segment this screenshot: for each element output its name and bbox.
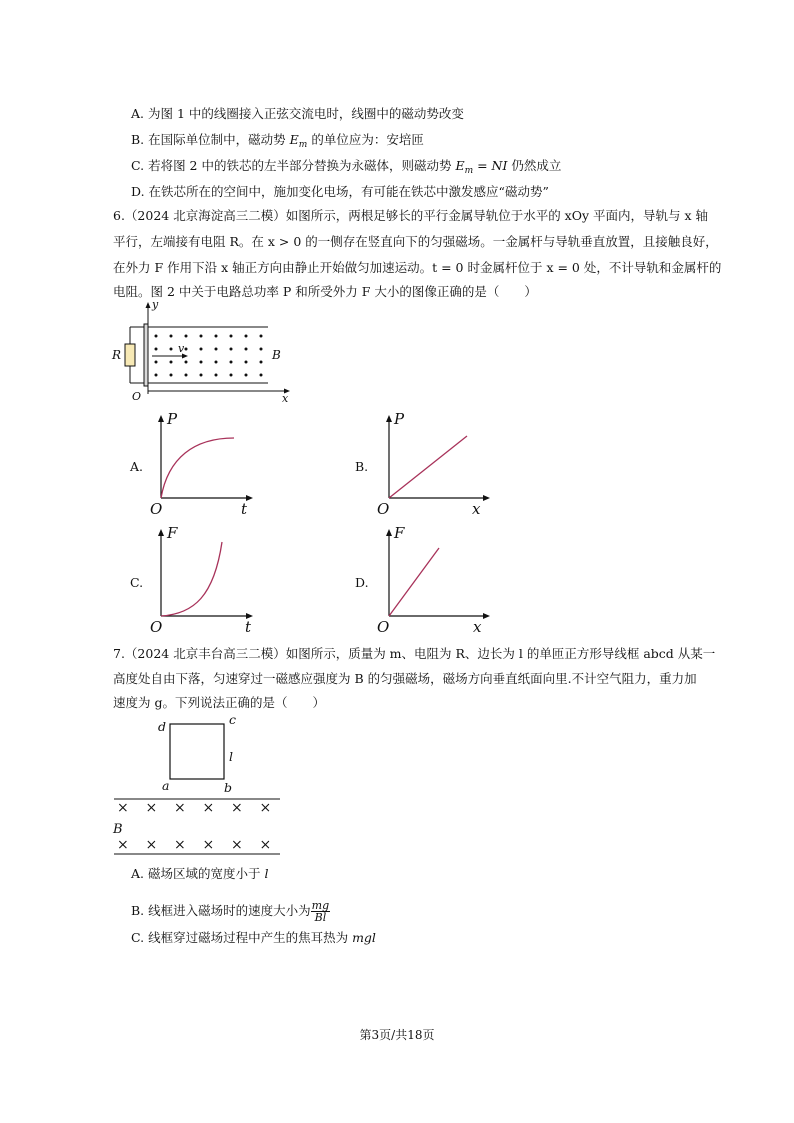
field-cross: × [259, 837, 272, 853]
field-dot [230, 374, 233, 377]
field-dot [215, 335, 218, 338]
option-text: 为图 1 中的线圈接入正弦交流电时，线圈中的磁动势改变 [148, 106, 464, 121]
graph-origin: O [150, 618, 163, 636]
field-dot [260, 374, 263, 377]
fig-label-r: R [112, 348, 122, 362]
field-dot [245, 335, 248, 338]
resistor [125, 344, 135, 366]
corner-d: d [158, 719, 167, 734]
graph-origin: O [377, 500, 390, 518]
option-text: 线框进入磁场时的速度大小为 [148, 903, 311, 918]
symbol-e: E [455, 158, 465, 173]
graph-y-label: F [394, 524, 405, 542]
graph-a [128, 412, 268, 522]
field-dot [215, 348, 218, 351]
y-axis-arrow [158, 529, 164, 536]
field-dot [155, 348, 158, 351]
field-dot [155, 335, 158, 338]
corner-a: a [162, 778, 170, 793]
option-letter: C. [131, 158, 145, 173]
q7-frame-figure [108, 712, 288, 862]
subscript-m: m [298, 140, 308, 150]
field-dot [185, 374, 188, 377]
graph-x-label: x [473, 618, 482, 636]
field-dot [230, 348, 233, 351]
field-dot [185, 361, 188, 364]
curve-saturating [161, 438, 234, 498]
q7-option-a [131, 866, 269, 882]
field-dot [185, 348, 188, 351]
subscript-m: m [464, 166, 474, 176]
field-dot [170, 348, 173, 351]
symbol-mgl: mgl [352, 930, 376, 945]
y-axis-arrow [386, 415, 392, 422]
corner-b: b [224, 780, 233, 795]
q7-stem-line2: 高度处自由下落，匀速穿过一磁感应强度为 B 的匀强磁场，磁场方向垂直纸面向里.不计空气阻力，重力加 [113, 671, 697, 686]
fig-label-x: x [282, 392, 289, 405]
field-dot [215, 361, 218, 364]
option-letter: B. [131, 132, 145, 147]
metal-rod [144, 324, 148, 386]
fig-label-v: v [178, 342, 185, 355]
graph-letter: A. [130, 459, 144, 474]
graph-c [128, 526, 268, 638]
field-dot [170, 361, 173, 364]
x-axis-arrow [246, 495, 253, 501]
q7-option-c [131, 930, 376, 946]
field-dot [170, 335, 173, 338]
option-letter: B. [131, 903, 145, 918]
graph-y-label: F [167, 524, 178, 542]
q6-stem-line1: 6.（2024 北京海淀高三二模）如图所示，两根足够长的平行金属导轨位于水平的 xOy 平面内，导轨与 x 轴 [113, 208, 709, 223]
field-dot [200, 348, 203, 351]
option-text: 若将图 2 中的铁芯的左半部分替换为永磁体，则磁动势 [148, 158, 452, 173]
graph-origin: O [377, 618, 390, 636]
option-letter: D. [131, 184, 145, 199]
curve-rising [161, 542, 222, 616]
square-frame [170, 724, 224, 779]
formula-ni: = NI [473, 158, 508, 173]
fraction-denominator: Bl [314, 911, 327, 924]
field-dot [260, 361, 263, 364]
line-linear [389, 436, 467, 498]
y-axis-arrow [146, 302, 151, 308]
side-l: l [229, 749, 233, 764]
graph-x-label: x [472, 500, 481, 518]
y-axis-arrow [386, 529, 392, 536]
field-cross: × [117, 800, 129, 816]
y-axis-arrow [158, 415, 164, 422]
field-dot [185, 335, 188, 338]
field-dot [200, 361, 203, 364]
symbol-e: E [289, 132, 299, 147]
field-dot [155, 361, 158, 364]
option-letter: C. [131, 930, 145, 945]
graph-d [355, 526, 495, 638]
q6-stem-line2: 平行，左端接有电阻 R。在 x > 0 的一侧存在竖直向下的匀强磁场。一金属杆与导轨垂直放置，且接触良好， [113, 234, 718, 249]
field-label-b: B [113, 822, 123, 837]
graph-letter: C. [130, 575, 144, 590]
field-dot [260, 348, 263, 351]
symbol-l: l [264, 866, 269, 881]
fig-label-y: y [152, 298, 159, 311]
graph-letter: B. [355, 459, 369, 474]
q5-option-c [131, 158, 561, 179]
field-cross: × [259, 800, 272, 816]
field-dot [260, 335, 263, 338]
option-letter: A. [131, 106, 145, 121]
graph-origin: O [150, 500, 163, 518]
field-cross: × [117, 837, 129, 853]
fraction-mg-over-bl [311, 900, 330, 923]
q5-option-a [131, 106, 464, 122]
corner-c: c [229, 712, 237, 727]
graph-y-label: P [394, 410, 405, 428]
field-cross: × [231, 800, 243, 816]
option-text: 在铁芯所在的空间中，施加变化电场，有可能在铁芯中激发感应“磁动势” [148, 184, 549, 199]
field-cross: × [145, 800, 158, 816]
field-dot [245, 361, 248, 364]
option-text: 在国际单位制中，磁动势 [148, 132, 286, 147]
field-dot [155, 374, 158, 377]
field-dot [215, 374, 218, 377]
graph-x-label: t [245, 618, 252, 636]
field-cross: × [145, 837, 158, 853]
field-dot [200, 374, 203, 377]
q7-option-b [131, 898, 330, 924]
option-text-tail: 的单位应为：安培匝 [311, 132, 424, 147]
option-letter: A. [131, 866, 145, 881]
q5-option-b [131, 132, 424, 153]
field-dot [230, 361, 233, 364]
fraction-numerator: mg [311, 899, 330, 912]
option-text: 磁场区域的宽度小于 [148, 866, 261, 881]
line-linear-steep [389, 548, 439, 616]
field-dot [200, 335, 203, 338]
q5-option-d [131, 184, 549, 200]
field-dot [245, 348, 248, 351]
field-cross: × [231, 837, 243, 853]
field-cross: × [202, 800, 215, 816]
field-dot [245, 374, 248, 377]
fig-label-o: O [132, 390, 142, 403]
q7-stem-line3: 速度为 g。下列说法正确的是（ ） [113, 695, 325, 710]
graph-y-label: P [167, 410, 178, 428]
field-dot [230, 335, 233, 338]
field-cross: × [202, 837, 215, 853]
q6-stem-line3: 在外力 F 作用下沿 x 轴正方向由静止开始做匀加速运动。t = 0 时金属杆位于 x = 0 处，不计导轨和金属杆的 [113, 260, 722, 275]
q7-stem-line1: 7.（2024 北京丰台高三二模）如图所示，质量为 m、电阻为 R、边长为 l 的单匝正方形导线框 abcd 从某一 [113, 646, 716, 661]
x-axis-arrow [483, 613, 490, 619]
graph-b [355, 412, 495, 522]
x-axis-arrow [483, 495, 490, 501]
field-cross: × [174, 837, 186, 853]
q6-stem-line4: 电阻。图 2 中关于电路总功率 P 和所受外力 F 大小的图像正确的是（ ） [113, 284, 537, 299]
fig-label-b: B [272, 348, 281, 362]
option-text-tail: 仍然成立 [511, 158, 562, 173]
field-dot [170, 374, 173, 377]
graph-x-label: t [241, 500, 248, 518]
option-text: 线框穿过磁场过程中产生的焦耳热为 [148, 930, 349, 945]
field-cross: × [174, 800, 186, 816]
q6-rail-figure [108, 300, 298, 410]
page-footer: 第3页/共18页 [359, 1028, 435, 1042]
graph-letter: D. [355, 575, 369, 590]
